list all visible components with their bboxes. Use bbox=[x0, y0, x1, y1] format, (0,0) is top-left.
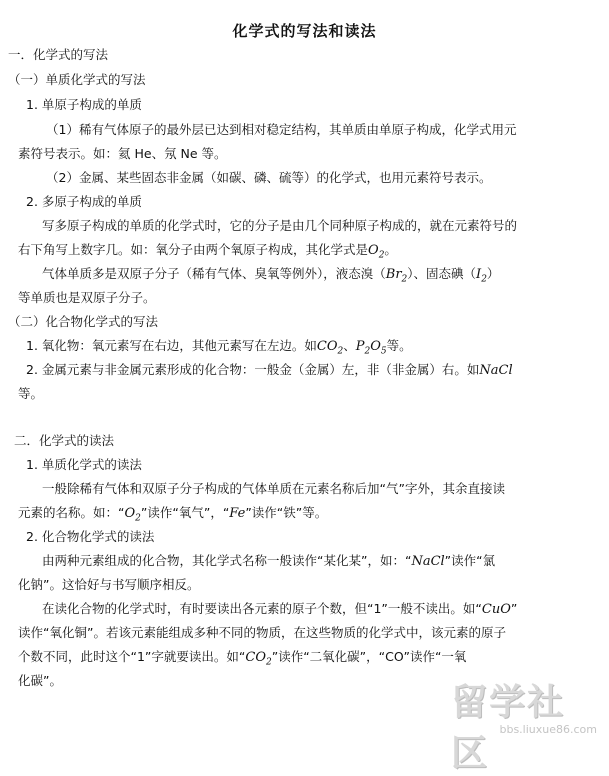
section1-heading: 一．化学式的写法 bbox=[8, 47, 109, 62]
paragraph: 化碳”。 bbox=[18, 673, 62, 688]
text-run: 、 bbox=[343, 338, 356, 353]
formula-symbol: O bbox=[124, 506, 136, 521]
text-run: ”读作“二氧化碳”，“CO”读作“一氧 bbox=[271, 649, 467, 664]
paragraph: 等。 bbox=[18, 386, 44, 401]
formula-symbol: O bbox=[370, 339, 381, 354]
watermark-url: bbs.liuxue86.com bbox=[499, 723, 597, 736]
text-run: 由两种元素组成的化合物，其化学式名称一般读作“某化某”，如：“ bbox=[42, 553, 412, 568]
formula-subscript: 2 bbox=[337, 346, 344, 357]
chemical-formula bbox=[368, 243, 385, 261]
formula-subscript: 2 bbox=[401, 274, 408, 285]
paragraph: （2）金属、某些固态非金属（如碳、磷、硫等）的化学式，也用元素符号表示。 bbox=[46, 170, 492, 185]
section1-sub1-heading: （一）单质化学式的写法 bbox=[8, 72, 146, 87]
text-run: 1. 氧化物：氧元素写在右边，其他元素写在左边。如 bbox=[26, 338, 317, 353]
section1-item2-heading: 2. 多原子构成的单质 bbox=[26, 194, 142, 209]
chemical-formula bbox=[316, 339, 344, 357]
formula-subscript: 2 bbox=[266, 657, 272, 668]
paragraph bbox=[26, 338, 412, 360]
text-run: ）、固态碘（ bbox=[407, 266, 477, 281]
paragraph: 写多原子构成的单质的化学式时，它的分子是由几个同种原子构成的，就在元素符号的 bbox=[42, 218, 518, 233]
formula-symbol: P bbox=[355, 339, 365, 354]
text-run: ”读作“氧气”，“ bbox=[140, 505, 230, 520]
text-run: 。 bbox=[384, 242, 397, 257]
paragraph bbox=[42, 601, 517, 618]
formula-symbol: CO bbox=[316, 339, 338, 354]
chemical-formula: CuO bbox=[481, 602, 511, 617]
section2-item2-heading: 2. 化合物化学式的读法 bbox=[26, 529, 155, 544]
chemical-formula bbox=[476, 267, 487, 285]
text-run: ”读作“铁”等。 bbox=[245, 505, 328, 520]
paragraph bbox=[18, 649, 466, 671]
formula-symbol: CO bbox=[245, 650, 266, 665]
paragraph: （1）稀有气体原子的最外层已达到相对稳定结构，其单质由单原子构成，化学式用元 bbox=[46, 122, 517, 137]
formula-subscript: 2 bbox=[378, 250, 385, 261]
chemical-formula bbox=[355, 339, 387, 357]
formula-subscript: 2 bbox=[364, 346, 371, 357]
text-run: 气体单质多是双原子分子（稀有气体、臭氧等例外），液态溴（ bbox=[42, 266, 386, 281]
paragraph: 素符号表示。如：氦 He、氖 Ne 等。 bbox=[18, 146, 227, 161]
chemical-formula: Fe bbox=[229, 506, 246, 521]
formula-subscript: 2 bbox=[481, 274, 487, 285]
text-run: ” bbox=[510, 601, 518, 616]
text-run: 右下角写上数字几。如：氧分子由两个氧原子构成，其化学式是 bbox=[18, 242, 369, 257]
chemical-formula bbox=[385, 267, 408, 285]
paragraph: 等单质也是双原子分子。 bbox=[18, 290, 156, 305]
paragraph: 一般除稀有气体和双原子分子构成的气体单质在元素名称后加“气”字外，其余直接读 bbox=[42, 481, 505, 496]
page-title: 化学式的写法和读法 bbox=[232, 22, 377, 40]
formula-subscript: 5 bbox=[380, 346, 387, 357]
formula-subscript: 2 bbox=[135, 513, 141, 524]
paragraph: 读作“氧化铜”。若该元素能组成多种不同的物质，在这些物质的化学式中，该元素的原子 bbox=[18, 625, 506, 640]
paragraph: 化钠”。这恰好与书写顺序相反。 bbox=[18, 577, 200, 592]
chemical-formula bbox=[245, 650, 272, 668]
paragraph bbox=[42, 553, 495, 570]
text-run: ”读作“氯 bbox=[444, 553, 496, 568]
section2-heading: 二．化学式的读法 bbox=[14, 433, 115, 448]
formula-symbol: O bbox=[368, 243, 379, 258]
chemical-formula bbox=[124, 506, 141, 524]
section2-item1-heading: 1. 单质化学式的读法 bbox=[26, 457, 142, 472]
paragraph bbox=[42, 266, 499, 288]
text-run: 在读化合物的化学式时，有时要读出各元素的原子个数，但“1”一般不读出。如“ bbox=[42, 601, 482, 616]
paragraph bbox=[26, 362, 513, 379]
watermark-logo bbox=[451, 674, 601, 774]
text-run: 元素的名称。如：“ bbox=[18, 505, 125, 520]
chemical-formula: NaCl bbox=[479, 363, 513, 378]
section1-item1-heading: 1. 单原子构成的单质 bbox=[26, 97, 142, 112]
chemical-formula: NaCl bbox=[411, 554, 445, 569]
text-run: ） bbox=[486, 266, 500, 281]
section1-sub2-heading: （二）化合物化学式的写法 bbox=[8, 314, 159, 329]
formula-symbol: I bbox=[476, 267, 482, 282]
watermark-text: 留学社区 bbox=[451, 682, 566, 774]
text-run: 个数不同，此时这个“1”字就要读出。如“ bbox=[18, 649, 246, 664]
paragraph bbox=[18, 242, 397, 264]
text-run: 等。 bbox=[386, 338, 412, 353]
formula-symbol: Br bbox=[385, 267, 402, 282]
text-run: 2. 金属元素与非金属元素形成的化合物：一般金（金属）左，非（非金属）右。如 bbox=[26, 362, 480, 377]
paragraph bbox=[18, 505, 327, 527]
